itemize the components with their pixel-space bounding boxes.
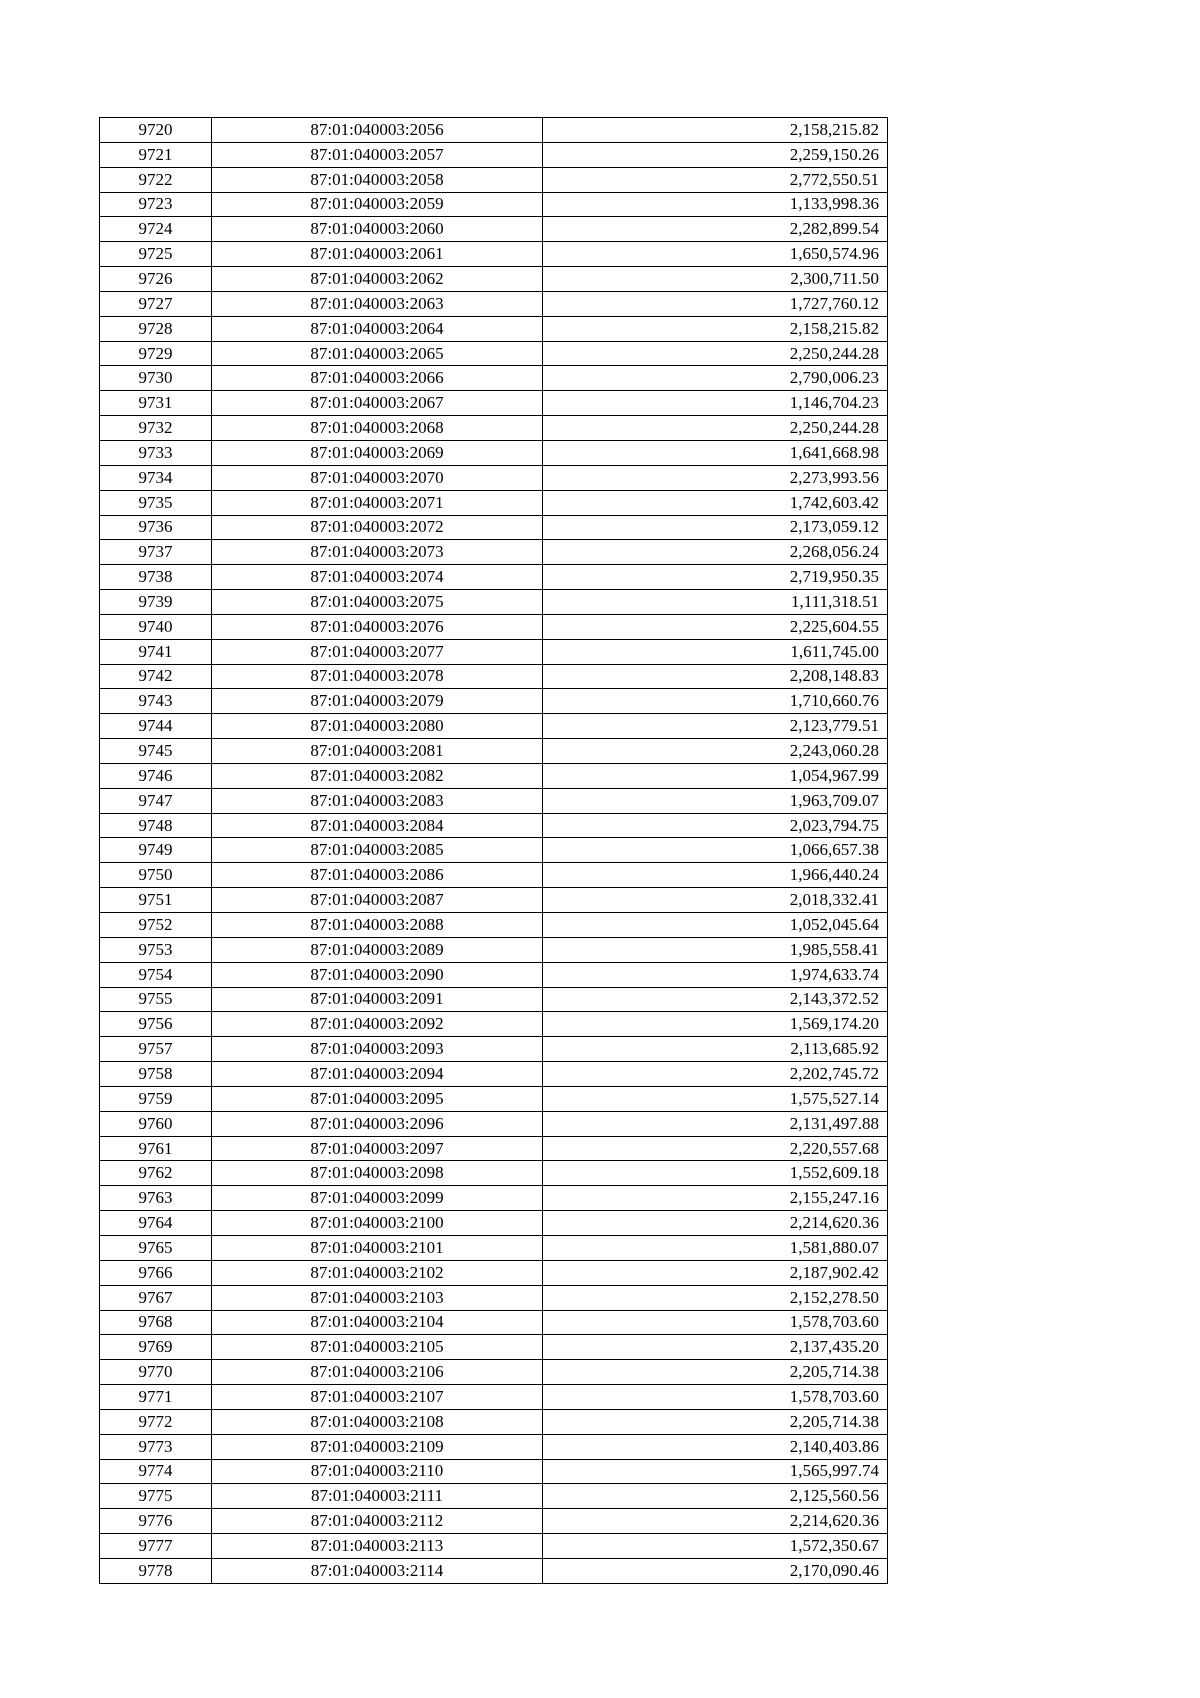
row-number-cell: 9746	[100, 763, 212, 788]
table-row	[100, 1484, 888, 1509]
row-number-cell: 9725	[100, 242, 212, 267]
cadastral-value-cell: 2,772,550.51	[543, 167, 888, 192]
cadastral-number-cell: 87:01:040003:2114	[212, 1558, 543, 1583]
cadastral-value-cell: 2,158,215.82	[543, 118, 888, 143]
row-number-cell: 9730	[100, 366, 212, 391]
cadastral-number-cell: 87:01:040003:2074	[212, 565, 543, 590]
table-row	[100, 1459, 888, 1484]
cadastral-value-cell: 1,552,609.18	[543, 1161, 888, 1186]
row-number-cell: 9742	[100, 664, 212, 689]
row-number-cell: 9776	[100, 1509, 212, 1534]
cadastral-value-cell: 1,565,997.74	[543, 1459, 888, 1484]
row-number-cell: 9750	[100, 863, 212, 888]
row-number-cell: 9736	[100, 515, 212, 540]
table-row	[100, 416, 888, 441]
cadastral-number-cell: 87:01:040003:2067	[212, 391, 543, 416]
table-row	[100, 1111, 888, 1136]
cadastral-value-cell: 2,140,403.86	[543, 1434, 888, 1459]
cadastral-number-cell: 87:01:040003:2099	[212, 1186, 543, 1211]
cadastral-number-cell: 87:01:040003:2094	[212, 1062, 543, 1087]
cadastral-number-cell: 87:01:040003:2073	[212, 540, 543, 565]
cadastral-number-cell: 87:01:040003:2091	[212, 987, 543, 1012]
cadastral-number-cell: 87:01:040003:2093	[212, 1037, 543, 1062]
table-row	[100, 1434, 888, 1459]
table-row	[100, 639, 888, 664]
table-row	[100, 118, 888, 143]
row-number-cell: 9732	[100, 416, 212, 441]
cadastral-value-cell: 1,581,880.07	[543, 1235, 888, 1260]
table-row	[100, 291, 888, 316]
row-number-cell: 9735	[100, 490, 212, 515]
cadastral-value-cell: 2,273,993.56	[543, 465, 888, 490]
cadastral-value-cell: 2,170,090.46	[543, 1558, 888, 1583]
table-row	[100, 714, 888, 739]
cadastral-value-cell: 2,143,372.52	[543, 987, 888, 1012]
row-number-cell: 9724	[100, 217, 212, 242]
table-row	[100, 465, 888, 490]
table-row	[100, 813, 888, 838]
cadastral-number-cell: 87:01:040003:2057	[212, 142, 543, 167]
table-row	[100, 391, 888, 416]
row-number-cell: 9756	[100, 1012, 212, 1037]
table-row	[100, 739, 888, 764]
cadastral-number-cell: 87:01:040003:2076	[212, 614, 543, 639]
cadastral-value-cell: 2,220,557.68	[543, 1136, 888, 1161]
cadastral-value-cell: 2,158,215.82	[543, 316, 888, 341]
table-row	[100, 763, 888, 788]
cadastral-value-cell: 2,719,950.35	[543, 565, 888, 590]
cadastral-number-cell: 87:01:040003:2070	[212, 465, 543, 490]
cadastral-value-cell: 1,974,633.74	[543, 962, 888, 987]
cadastral-number-cell: 87:01:040003:2106	[212, 1360, 543, 1385]
row-number-cell: 9731	[100, 391, 212, 416]
cadastral-number-cell: 87:01:040003:2061	[212, 242, 543, 267]
cadastral-number-cell: 87:01:040003:2112	[212, 1509, 543, 1534]
table-row	[100, 1211, 888, 1236]
row-number-cell: 9738	[100, 565, 212, 590]
cadastral-number-cell: 87:01:040003:2110	[212, 1459, 543, 1484]
cadastral-value-cell: 2,225,604.55	[543, 614, 888, 639]
cadastral-value-cell: 2,123,779.51	[543, 714, 888, 739]
table-row	[100, 515, 888, 540]
cadastral-number-cell: 87:01:040003:2082	[212, 763, 543, 788]
table-row	[100, 142, 888, 167]
cadastral-number-cell: 87:01:040003:2085	[212, 838, 543, 863]
table-row	[100, 440, 888, 465]
cadastral-value-cell: 1,054,967.99	[543, 763, 888, 788]
cadastral-value-cell: 1,641,668.98	[543, 440, 888, 465]
table-row	[100, 540, 888, 565]
cadastral-value-cell: 2,137,435.20	[543, 1335, 888, 1360]
cadastral-value-cell: 1,742,603.42	[543, 490, 888, 515]
cadastral-value-cell: 1,575,527.14	[543, 1086, 888, 1111]
cadastral-number-cell: 87:01:040003:2105	[212, 1335, 543, 1360]
table-row	[100, 1310, 888, 1335]
row-number-cell: 9737	[100, 540, 212, 565]
row-number-cell: 9767	[100, 1285, 212, 1310]
cadastral-number-cell: 87:01:040003:2079	[212, 689, 543, 714]
table-row	[100, 987, 888, 1012]
table-row	[100, 1062, 888, 1087]
cadastral-number-cell: 87:01:040003:2089	[212, 937, 543, 962]
cadastral-number-cell: 87:01:040003:2103	[212, 1285, 543, 1310]
table-row	[100, 217, 888, 242]
cadastral-number-cell: 87:01:040003:2102	[212, 1260, 543, 1285]
cadastral-value-cell: 2,113,685.92	[543, 1037, 888, 1062]
row-number-cell: 9772	[100, 1409, 212, 1434]
cadastral-number-cell: 87:01:040003:2096	[212, 1111, 543, 1136]
row-number-cell: 9777	[100, 1534, 212, 1559]
row-number-cell: 9723	[100, 192, 212, 217]
row-number-cell: 9722	[100, 167, 212, 192]
table-row	[100, 1235, 888, 1260]
cadastral-value-cell: 1,963,709.07	[543, 788, 888, 813]
row-number-cell: 9768	[100, 1310, 212, 1335]
cadastral-value-cell: 2,790,006.23	[543, 366, 888, 391]
cadastral-value-cell: 2,214,620.36	[543, 1509, 888, 1534]
cadastral-number-cell: 87:01:040003:2090	[212, 962, 543, 987]
table-row	[100, 316, 888, 341]
row-number-cell: 9759	[100, 1086, 212, 1111]
cadastral-value-cell: 1,578,703.60	[543, 1310, 888, 1335]
row-number-cell: 9773	[100, 1434, 212, 1459]
cadastral-value-cell: 2,259,150.26	[543, 142, 888, 167]
row-number-cell: 9765	[100, 1235, 212, 1260]
cadastral-value-cell: 2,173,059.12	[543, 515, 888, 540]
table-row	[100, 888, 888, 913]
cadastral-number-cell: 87:01:040003:2075	[212, 590, 543, 615]
row-number-cell: 9761	[100, 1136, 212, 1161]
cadastral-number-cell: 87:01:040003:2062	[212, 267, 543, 292]
table-row	[100, 838, 888, 863]
row-number-cell: 9778	[100, 1558, 212, 1583]
table-row	[100, 1534, 888, 1559]
cadastral-value-cell: 2,155,247.16	[543, 1186, 888, 1211]
table-row	[100, 664, 888, 689]
cadastral-number-cell: 87:01:040003:2058	[212, 167, 543, 192]
cadastral-value-cell: 2,214,620.36	[543, 1211, 888, 1236]
cadastral-number-cell: 87:01:040003:2100	[212, 1211, 543, 1236]
cadastral-value-cell: 1,572,350.67	[543, 1534, 888, 1559]
cadastral-value-cell: 1,133,998.36	[543, 192, 888, 217]
cadastral-value-cell: 2,208,148.83	[543, 664, 888, 689]
cadastral-number-cell: 87:01:040003:2095	[212, 1086, 543, 1111]
cadastral-number-cell: 87:01:040003:2092	[212, 1012, 543, 1037]
cadastral-value-cell: 2,250,244.28	[543, 341, 888, 366]
row-number-cell: 9774	[100, 1459, 212, 1484]
cadastral-number-cell: 87:01:040003:2080	[212, 714, 543, 739]
row-number-cell: 9762	[100, 1161, 212, 1186]
cadastral-value-cell: 1,966,440.24	[543, 863, 888, 888]
table-row	[100, 962, 888, 987]
row-number-cell: 9747	[100, 788, 212, 813]
row-number-cell: 9758	[100, 1062, 212, 1087]
cadastral-value-cell: 2,018,332.41	[543, 888, 888, 913]
row-number-cell: 9728	[100, 316, 212, 341]
row-number-cell: 9766	[100, 1260, 212, 1285]
row-number-cell: 9751	[100, 888, 212, 913]
cadastral-value-table	[99, 117, 888, 1584]
cadastral-number-cell: 87:01:040003:2108	[212, 1409, 543, 1434]
row-number-cell: 9749	[100, 838, 212, 863]
table-row	[100, 1260, 888, 1285]
table-row	[100, 267, 888, 292]
row-number-cell: 9755	[100, 987, 212, 1012]
table-row	[100, 565, 888, 590]
cadastral-number-cell: 87:01:040003:2088	[212, 913, 543, 938]
table-row	[100, 1360, 888, 1385]
cadastral-number-cell: 87:01:040003:2072	[212, 515, 543, 540]
table-row	[100, 1037, 888, 1062]
cadastral-value-cell: 1,727,760.12	[543, 291, 888, 316]
table-row	[100, 590, 888, 615]
cadastral-number-cell: 87:01:040003:2056	[212, 118, 543, 143]
row-number-cell: 9743	[100, 689, 212, 714]
cadastral-number-cell: 87:01:040003:2060	[212, 217, 543, 242]
cadastral-value-cell: 1,985,558.41	[543, 937, 888, 962]
table-row	[100, 1285, 888, 1310]
row-number-cell: 9748	[100, 813, 212, 838]
cadastral-number-cell: 87:01:040003:2083	[212, 788, 543, 813]
cadastral-number-cell: 87:01:040003:2109	[212, 1434, 543, 1459]
table-row	[100, 1012, 888, 1037]
table-row	[100, 863, 888, 888]
row-number-cell: 9739	[100, 590, 212, 615]
cadastral-value-cell: 2,243,060.28	[543, 739, 888, 764]
cadastral-value-cell: 1,111,318.51	[543, 590, 888, 615]
cadastral-value-cell: 1,710,660.76	[543, 689, 888, 714]
table-row	[100, 167, 888, 192]
table-row	[100, 1161, 888, 1186]
cadastral-value-cell: 2,205,714.38	[543, 1409, 888, 1434]
row-number-cell: 9771	[100, 1385, 212, 1410]
cadastral-number-cell: 87:01:040003:2087	[212, 888, 543, 913]
cadastral-number-cell: 87:01:040003:2104	[212, 1310, 543, 1335]
row-number-cell: 9769	[100, 1335, 212, 1360]
table-row	[100, 366, 888, 391]
table-row	[100, 614, 888, 639]
cadastral-value-cell: 1,146,704.23	[543, 391, 888, 416]
table-row	[100, 1086, 888, 1111]
cadastral-value-cell: 2,300,711.50	[543, 267, 888, 292]
cadastral-value-cell: 2,131,497.88	[543, 1111, 888, 1136]
row-number-cell: 9726	[100, 267, 212, 292]
cadastral-value-cell: 2,282,899.54	[543, 217, 888, 242]
cadastral-number-cell: 87:01:040003:2081	[212, 739, 543, 764]
row-number-cell: 9764	[100, 1211, 212, 1236]
cadastral-value-cell: 2,202,745.72	[543, 1062, 888, 1087]
row-number-cell: 9734	[100, 465, 212, 490]
cadastral-number-cell: 87:01:040003:2066	[212, 366, 543, 391]
table-row	[100, 490, 888, 515]
cadastral-value-cell: 2,152,278.50	[543, 1285, 888, 1310]
cadastral-value-cell: 2,125,560.56	[543, 1484, 888, 1509]
table-row	[100, 913, 888, 938]
cadastral-value-cell: 1,052,045.64	[543, 913, 888, 938]
row-number-cell: 9721	[100, 142, 212, 167]
cadastral-number-cell: 87:01:040003:2113	[212, 1534, 543, 1559]
row-number-cell: 9775	[100, 1484, 212, 1509]
cadastral-number-cell: 87:01:040003:2069	[212, 440, 543, 465]
cadastral-value-cell: 2,250,244.28	[543, 416, 888, 441]
cadastral-number-cell: 87:01:040003:2071	[212, 490, 543, 515]
cadastral-number-cell: 87:01:040003:2111	[212, 1484, 543, 1509]
row-number-cell: 9744	[100, 714, 212, 739]
cadastral-value-cell: 1,066,657.38	[543, 838, 888, 863]
cadastral-value-cell: 2,023,794.75	[543, 813, 888, 838]
row-number-cell: 9752	[100, 913, 212, 938]
row-number-cell: 9770	[100, 1360, 212, 1385]
table-row	[100, 1335, 888, 1360]
row-number-cell: 9740	[100, 614, 212, 639]
table-row	[100, 1558, 888, 1583]
table-row	[100, 788, 888, 813]
row-number-cell: 9754	[100, 962, 212, 987]
table-row	[100, 1136, 888, 1161]
table-row	[100, 341, 888, 366]
cadastral-number-cell: 87:01:040003:2064	[212, 316, 543, 341]
cadastral-number-cell: 87:01:040003:2098	[212, 1161, 543, 1186]
cadastral-value-cell: 2,187,902.42	[543, 1260, 888, 1285]
cadastral-number-cell: 87:01:040003:2097	[212, 1136, 543, 1161]
row-number-cell: 9753	[100, 937, 212, 962]
cadastral-value-cell: 2,268,056.24	[543, 540, 888, 565]
table-row	[100, 192, 888, 217]
cadastral-number-cell: 87:01:040003:2077	[212, 639, 543, 664]
row-number-cell: 9733	[100, 440, 212, 465]
row-number-cell: 9727	[100, 291, 212, 316]
cadastral-number-cell: 87:01:040003:2101	[212, 1235, 543, 1260]
cadastral-number-cell: 87:01:040003:2063	[212, 291, 543, 316]
cadastral-number-cell: 87:01:040003:2068	[212, 416, 543, 441]
row-number-cell: 9741	[100, 639, 212, 664]
cadastral-number-cell: 87:01:040003:2084	[212, 813, 543, 838]
cadastral-number-cell: 87:01:040003:2086	[212, 863, 543, 888]
row-number-cell: 9760	[100, 1111, 212, 1136]
table-row	[100, 242, 888, 267]
row-number-cell: 9729	[100, 341, 212, 366]
table-row	[100, 1186, 888, 1211]
table-row	[100, 937, 888, 962]
cadastral-value-cell: 1,578,703.60	[543, 1385, 888, 1410]
cadastral-number-cell: 87:01:040003:2059	[212, 192, 543, 217]
row-number-cell: 9763	[100, 1186, 212, 1211]
table-row	[100, 1409, 888, 1434]
row-number-cell: 9757	[100, 1037, 212, 1062]
table-row	[100, 1509, 888, 1534]
row-number-cell: 9745	[100, 739, 212, 764]
cadastral-value-cell: 1,650,574.96	[543, 242, 888, 267]
table-row	[100, 1385, 888, 1410]
table-row	[100, 689, 888, 714]
cadastral-value-cell: 1,611,745.00	[543, 639, 888, 664]
cadastral-number-cell: 87:01:040003:2107	[212, 1385, 543, 1410]
cadastral-value-cell: 1,569,174.20	[543, 1012, 888, 1037]
cadastral-value-cell: 2,205,714.38	[543, 1360, 888, 1385]
table-body	[100, 118, 888, 1584]
row-number-cell: 9720	[100, 118, 212, 143]
cadastral-number-cell: 87:01:040003:2078	[212, 664, 543, 689]
cadastral-number-cell: 87:01:040003:2065	[212, 341, 543, 366]
